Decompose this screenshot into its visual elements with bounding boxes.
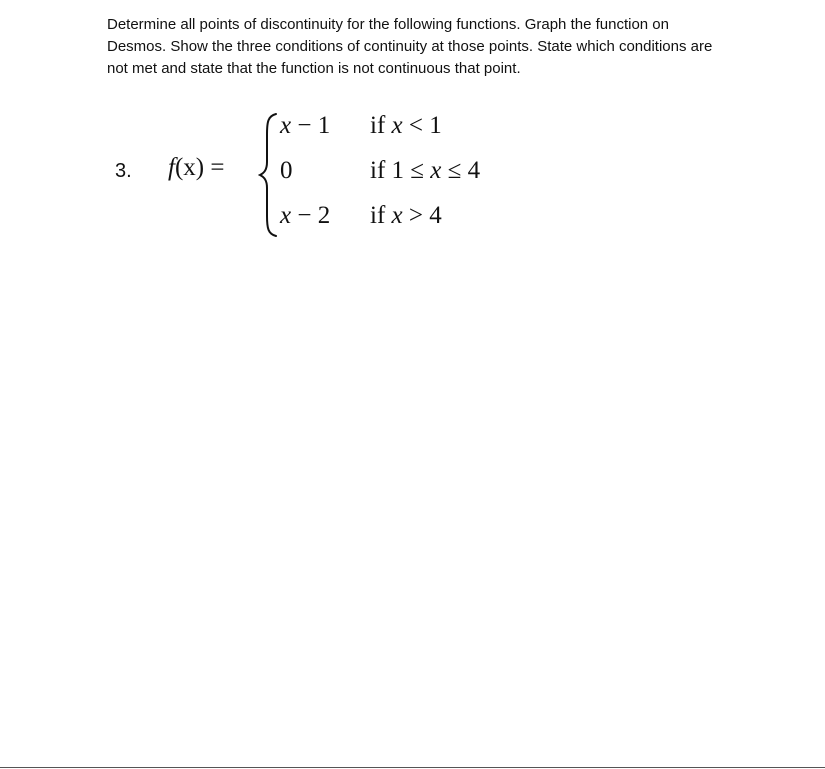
piece-3-cond-rest: > 4 [402,202,442,229]
instruction-line-1: Determine all points of discontinuity for the following functions. Graph the function on [107,16,669,33]
piece-3-expression [280,202,330,230]
piece-2-cond-if: if 1 ≤ [370,157,431,184]
piece-1-expr-rest: − 1 [291,112,331,139]
piece-1-expr-var: x [280,112,292,139]
page-bottom-divider [0,767,825,768]
instruction-line-3: not met and state that the function is not continuous that point. [107,60,521,77]
function-name [168,154,224,182]
piece-1-cond-if: if [370,112,392,139]
piece-3-expr-rest: − 2 [291,202,331,229]
piece-3-condition [370,202,442,230]
function-argument: (x) = [174,154,225,181]
function-name-letter: f [168,154,175,181]
piece-3-expr-var: x [280,202,292,229]
piece-2-condition [370,157,480,185]
piece-1-condition [370,112,442,140]
piece-1-cond-rest: < 1 [402,112,442,139]
piece-1-cond-var: x [391,112,403,139]
problem-3 [0,0,825,260]
piece-3-cond-if: if [370,202,392,229]
piecewise-brace-icon [258,112,280,238]
instruction-line-2: Desmos. Show the three conditions of continuity at those points. State which conditions are [107,38,713,55]
piece-2-expression [280,157,293,185]
piece-1-expression [280,112,330,140]
piece-2-cond-var: x [430,157,442,184]
piece-3-cond-var: x [391,202,403,229]
problem-number: 3. [115,160,132,182]
piece-2-expr-rest: 0 [280,157,293,184]
piece-2-cond-rest: ≤ 4 [441,157,481,184]
